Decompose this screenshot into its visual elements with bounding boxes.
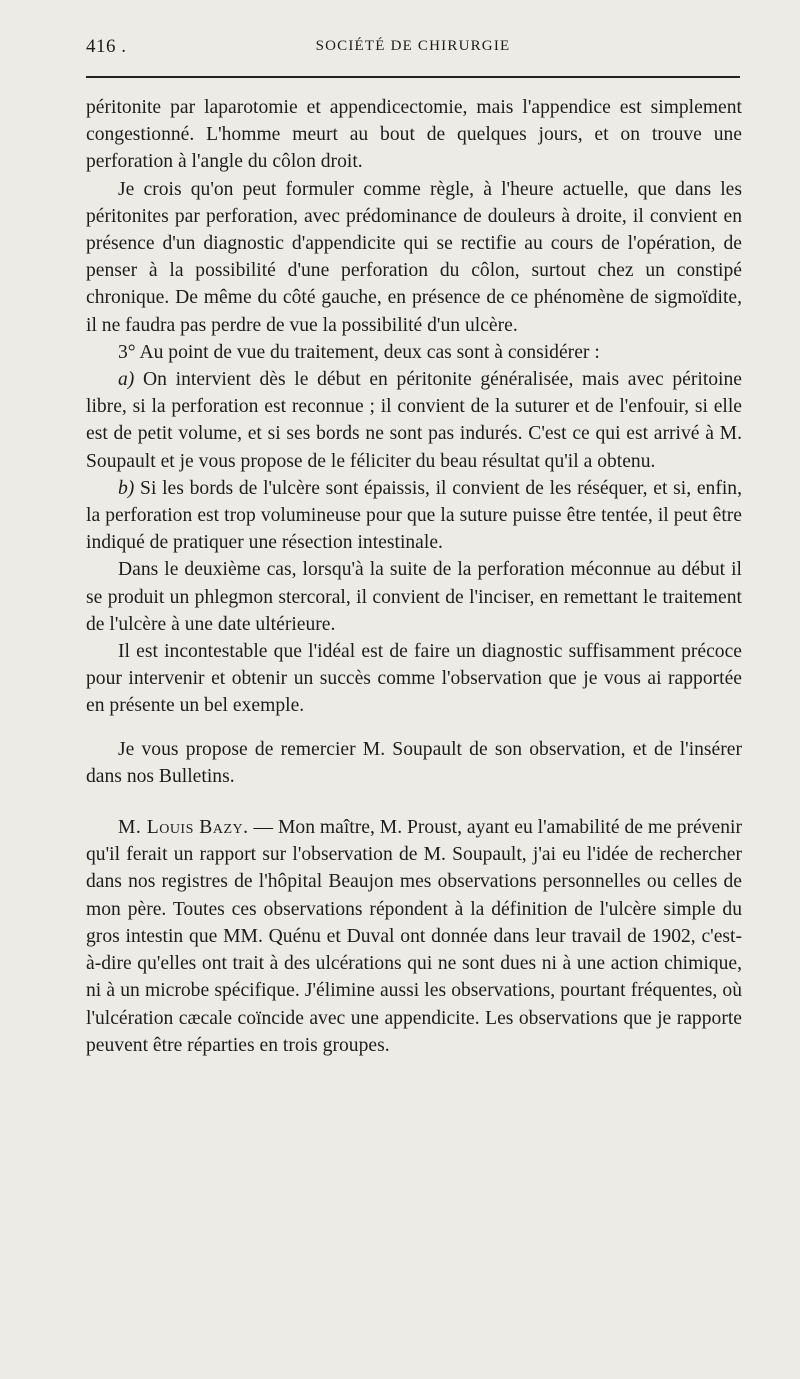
paragraph-9-text: — Mon maître, M. Proust, ayant eu l'amabilité de me prévenir qu'il ferait un rapport sur l'observation de M. Soupault, j'ai eu l'idée de rechercher dans nos registres de l'hôpital Beaujon mes observations personnelles ou celles de mon père. Toutes ces observations répondent à la définition de l'ulcère simple du gros intestin que MM. Quénu et Duval ont donnée dans leur travail de 1902, c'est-à-dire qu'elles ont trait à des ulcérations qui ne sont dues ni à une action chimique, ni à un microbe spécifique. J'élimine aussi les observations, pourtant fréquentes, où l'ulcération cæcale coïncide avec une appendicite. Les observations que je rapporte peuvent être réparties en trois groupes.	[86, 817, 743, 1056]
paragraph-4-text: On intervient dès le début en péritonite généralisée, mais avec péritoine libre, si la perforation est reconnue ; il convient de la suturer et de l'enfouir, si elle est de petit volume, et si ses bords ne sont pas indurés. C'est ce qui est arrivé à M. Soupault et je vous propose de le féliciter du beau résultat qu'il a obtenu.	[86, 369, 742, 472]
paragraph-2: Je crois qu'on peut formuler comme règle, à l'heure actuelle, que dans les péritonites par perforation, avec prédominance de douleurs à droite, il convient en présence d'un diagnostic d'appendicite qui se rectifie au cours de l'opération, de penser à la possibilité d'une perforation du côlon, surtout chez un constipé chronique. De même du côté gauche, en présence de ce phénomène de sigmoïdite, il ne faudra pas perdre de vue la possibilité d'un ulcère.	[86, 178, 742, 336]
speaker-name: M. Louis Bazy.	[118, 817, 249, 839]
paragraph-1: péritonite par laparotomie et appendicectomie, mais l'appendice est simplement congestionné. L'homme meurt au bout de quelques jours, et on trouve une perforation à l'angle du côlon droit.	[86, 97, 742, 173]
paragraph-5	[86, 475, 742, 557]
running-title: SOCIÉTÉ DE CHIRURGIE	[315, 38, 511, 54]
paragraph-4	[86, 366, 742, 475]
paragraph-3: 3° Au point de vue du traitement, deux cas sont à considérer :	[118, 341, 600, 363]
paragraph-7: Il est incontestable que l'idéal est de faire un diagnostic suffisamment précoce pour intervenir et obtenir un succès comme l'observation que je vous ai rapportée en présente un bel exemple.	[86, 641, 742, 717]
page-number: 416 .	[86, 36, 127, 57]
section-spacer	[86, 790, 742, 814]
list-marker-b: b)	[118, 477, 135, 499]
paragraph-8: Je vous propose de remercier M. Soupault de son observation, et de l'insérer dans nos Bulletins.	[86, 738, 742, 787]
paragraph-spacer	[86, 720, 742, 736]
paragraph-9	[86, 814, 742, 1059]
paragraph-5-text: Si les bords de l'ulcère sont épaissis, il convient de les réséquer, et si, enfin, la perforation est trop volumineuse pour que la suture puisse être tentée, il peut être indiqué de pratiquer une résection intestinale.	[86, 477, 742, 554]
page-header	[86, 36, 740, 62]
body-text	[86, 94, 742, 1059]
list-marker-a: a)	[118, 369, 135, 391]
header-rule	[86, 76, 740, 78]
paragraph-6: Dans le deuxième cas, lorsqu'à la suite de la perforation méconnue au début il se produit un phlegmon stercoral, il convient de l'inciser, en remettant le traitement de l'ulcère à une date ultérieure.	[86, 559, 742, 635]
